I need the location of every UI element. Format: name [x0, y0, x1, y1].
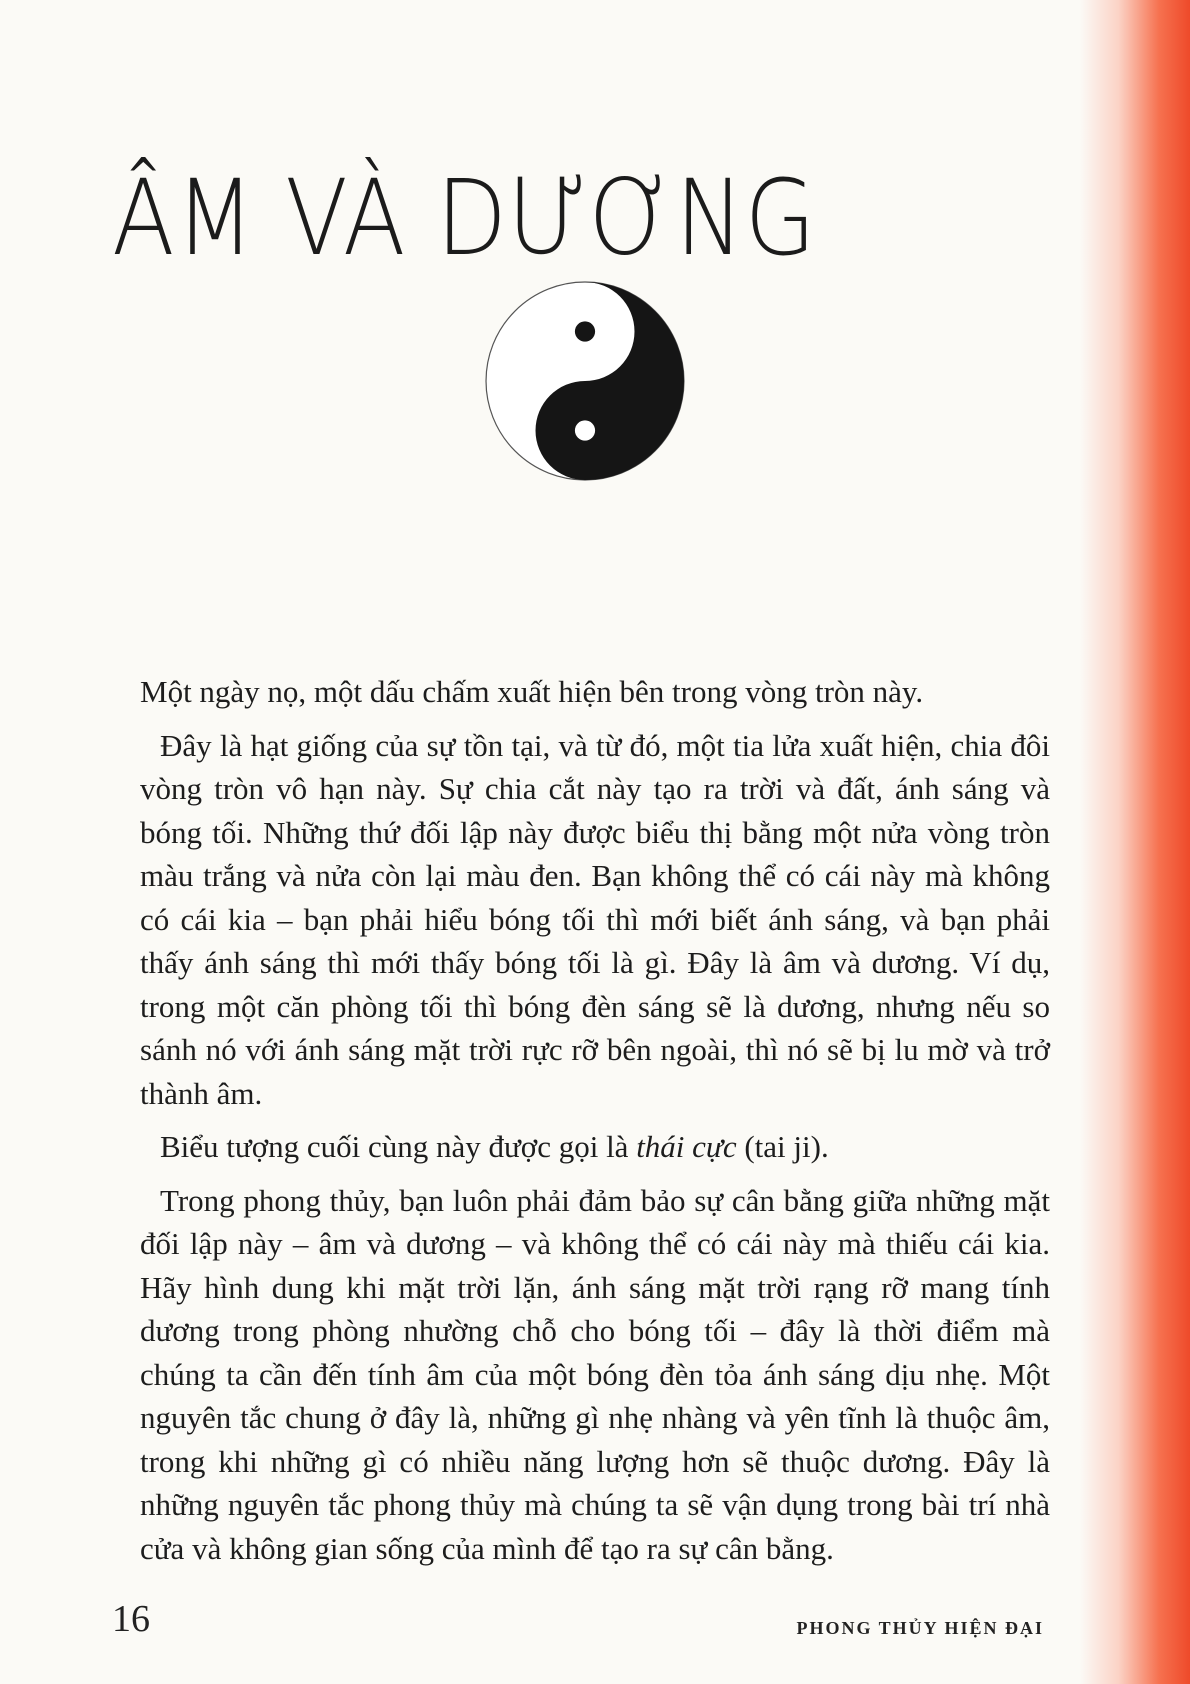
text-run: (tai ji).	[736, 1129, 829, 1164]
text-run: Biểu tượng cuối cùng này được gọi là	[160, 1129, 637, 1164]
page-title: ÂM VÀ DƯƠNG	[112, 156, 817, 279]
running-footer-title: PHONG THỦY HIỆN ĐẠI	[796, 1618, 1044, 1638]
paragraph-symbol-name	[140, 1125, 1050, 1169]
paragraph: Trong phong thủy, bạn luôn phải đảm bảo sự cân bằng giữa những mặt đối lập này – âm và dương – và không thể có cái này mà thiếu cái kia. Hãy hình dung khi mặt trời lặn, ánh sáng mặt trời rạng rỡ mang tính dương trong phòng nhường chỗ cho bóng tối – đây là thời điểm mà chúng ta cần đến tính âm của một bóng đèn tỏa ánh sáng dịu nhẹ. Một nguyên tắc chung ở đây là, những gì nhẹ nhàng và yên tĩnh là thuộc âm, trong khi những gì có nhiều năng lượng hơn sẽ thuộc dương. Đây là những nguyên tắc phong thủy mà chúng ta sẽ vận dụng trong bài trí nhà cửa và không gian sống của mình để tạo ra sự cân bằng.	[140, 1182, 1050, 1566]
italic-term: thái cực	[636, 1129, 737, 1164]
paragraph: Đây là hạt giống của sự tồn tại, và từ đó, một tia lửa xuất hiện, chia đôi vòng tròn vô hạn này. Sự chia cắt này tạo ra trời và đất, ánh sáng và bóng tối. Những thứ đối lập này được biểu thị bằng một nửa vòng tròn màu trắng và nửa còn lại màu đen. Bạn không thể có cái này mà không có cái kia – bạn phải hiểu bóng tối thì mới biết ánh sáng, và bạn phải thấy ánh sáng thì mới thấy bóng tối là gì. Đây là âm và dương. Ví dụ, trong một căn phòng tối thì bóng đèn sáng sẽ là dương, nhưng nếu so sánh nó với ánh sáng mặt trời rực rỡ bên ngoài, thì nó sẽ bị lu mờ và trở thành âm.	[140, 727, 1050, 1111]
body-text	[140, 670, 1050, 1580]
paragraph: Một ngày nọ, một dấu chấm xuất hiện bên trong vòng tròn này.	[140, 674, 924, 709]
yin-yang-icon	[484, 280, 686, 482]
page-number: 16	[112, 1598, 150, 1640]
page-edge-color	[1080, 0, 1190, 1684]
